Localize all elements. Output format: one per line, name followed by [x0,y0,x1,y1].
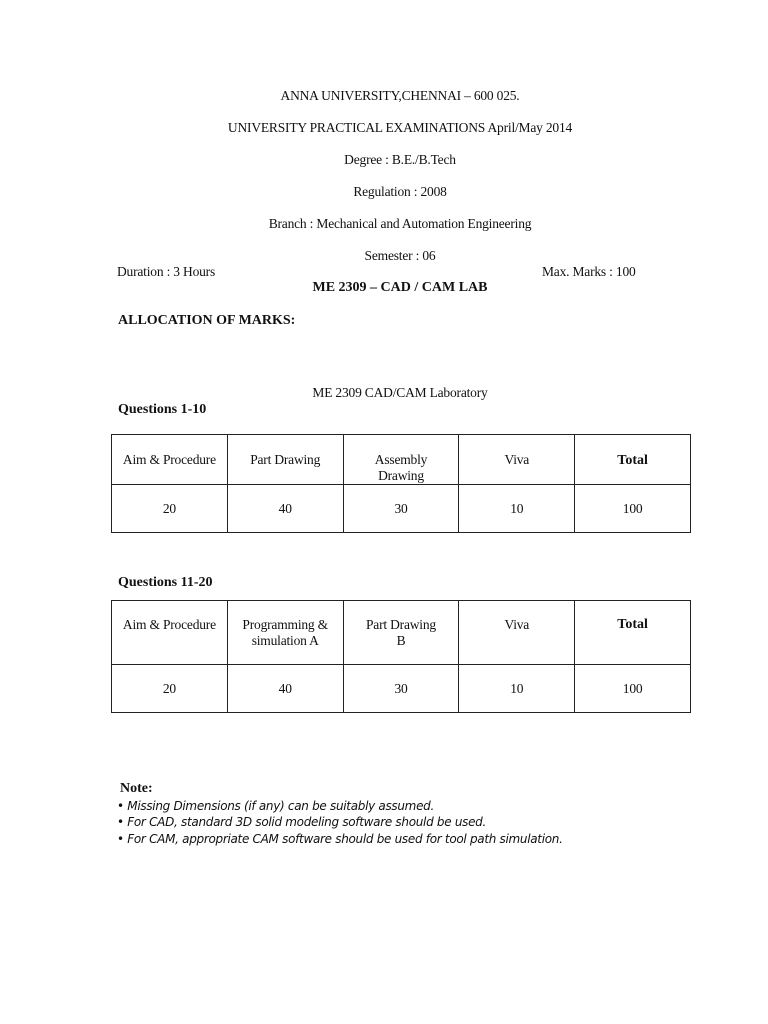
value-cell: 100 [575,665,691,713]
section2-heading: Questions 11-20 [118,575,213,590]
value-cell: 10 [459,485,575,533]
marks-table-2 [111,600,691,713]
table-header-row [112,435,691,485]
table-row [112,665,691,713]
header-cell: Part Drawing B [343,601,459,665]
semester-line: Semester : 06 [364,248,436,263]
value-cell: 100 [575,485,691,533]
value-cell: 20 [112,665,228,713]
value-cell: 40 [227,665,343,713]
table-header-row [112,601,691,665]
marks-table-1 [111,434,691,533]
header-cell: Aim & Procedure [112,601,228,665]
value-cell: 30 [343,485,459,533]
max-marks-line: Max. Marks : 100 [542,264,636,279]
header-cell: Assembly Drawing [343,435,459,485]
note-title: Note: [120,781,153,796]
header-cell: Viva [459,435,575,485]
section1-heading: Questions 1-10 [118,402,207,417]
value-cell: 30 [343,665,459,713]
note-block [117,781,563,847]
branch-line: Branch : Mechanical and Automation Engineering [268,216,532,231]
allocation-heading: ALLOCATION OF MARKS: [118,313,296,328]
university-title: ANNA UNIVERSITY,CHENNAI – 600 025. [280,88,520,103]
value-cell: 20 [112,485,228,533]
note-item: • Missing Dimensions (if any) can be suitably assumed. [117,798,434,813]
regulation-line: Regulation : 2008 [353,184,447,199]
header-cell: Part Drawing [227,435,343,485]
value-cell: 10 [459,665,575,713]
course-title: ME 2309 – CAD / CAM LAB [312,280,488,295]
header-cell: Aim & Procedure [112,435,228,485]
note-item: • For CAM, appropriate CAM software should be used for tool path simulation. [117,831,563,846]
header-cell: Viva [459,601,575,665]
table-row [112,485,691,533]
value-cell: 40 [227,485,343,533]
header-cell: Programming & simulation A [227,601,343,665]
lab-title: ME 2309 CAD/CAM Laboratory [312,385,488,400]
duration-line: Duration : 3 Hours [117,264,216,279]
note-item: • For CAD, standard 3D solid modeling software should be used. [117,815,486,829]
degree-line: Degree : B.E./B.Tech [344,152,456,167]
header-cell-total: Total [575,601,691,665]
header-cell-total: Total [575,435,691,485]
exam-title: UNIVERSITY PRACTICAL EXAMINATIONS April/May 2014 [227,120,573,135]
